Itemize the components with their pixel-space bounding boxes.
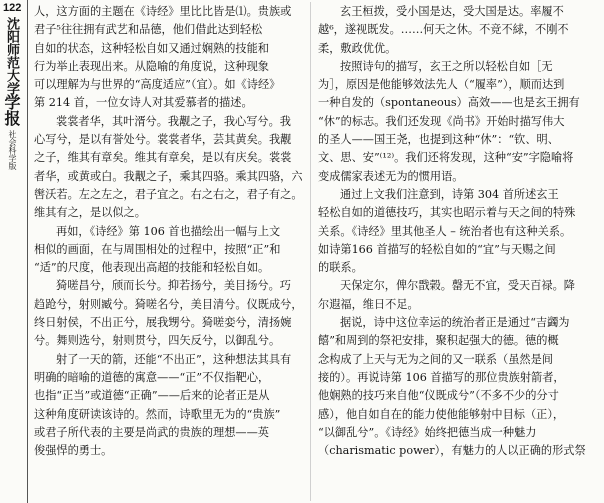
- text-line: “以御乱兮”。《诗经》始终把德当成一种魅力: [318, 425, 537, 439]
- text-line: 通过上文我们注意到，诗第 304 首所述玄王: [340, 187, 559, 201]
- text-line: 这种角度研读该诗的。然而，诗歌里无为的“贵族”: [34, 407, 281, 421]
- journal-edition: 社会科学版: [8, 130, 17, 170]
- text-line: 行为举止表现出来。从隐喻的角度说，这种现象: [34, 59, 269, 73]
- text-line: 辔沃若。左之左之，君子宜之。右之右之，君子有之。: [34, 187, 303, 201]
- text-line: 也指“正当”或道德“正确”——后来的论者正是从: [34, 389, 270, 403]
- journal-word: 学报: [2, 94, 21, 126]
- text-line: 心写兮，是以有誉处兮。裳裳者华，芸其黄矣。我觏: [34, 133, 292, 147]
- text-line: 射了一天的箭，还能“不出正”，这种想法其具有: [56, 352, 292, 366]
- text-line: 趋跄兮，射则臧兮。猗嗟名兮，美目清兮。仪既成兮，: [34, 297, 303, 311]
- text-line: 维其有之，是以似之。: [34, 206, 146, 220]
- text-line: 一种自发的（spontaneous）高效——也是玄王拥有: [318, 96, 580, 110]
- text-line: 如诗第166 首描写的轻松自如的“宜”与天赐之间: [318, 242, 556, 256]
- journal-name: 沈阳师范大学: [4, 17, 19, 95]
- text-line: 据说，诗中这位幸运的统治者正是通过“吉蠲为: [340, 316, 570, 330]
- text-line: 俊强悍的勇士。: [34, 444, 113, 458]
- page-number: 122: [3, 2, 22, 14]
- text-line: 者华，或黄或白。我觏之子，乘其四骆。乘其四骆，六: [34, 169, 303, 183]
- text-line: 裳裳者华，其叶湑兮。我觏之子，我心写兮。我: [56, 114, 291, 128]
- left-text-column: [34, 3, 304, 460]
- text-line: 关系。《诗经》里其他圣人 – 统治者也有这种关系。: [318, 224, 572, 238]
- text-line: 君子⁵往往拥有武艺和品德，他们借此达到轻松: [34, 23, 263, 37]
- text-line: 按照诗句的描写，玄王之所以轻松自如［无: [340, 59, 553, 73]
- text-line: 猗嗟昌兮，颀而长兮。抑若扬兮，美目扬兮。巧: [56, 279, 291, 293]
- text-line: 尔遐福，维日不足。: [318, 297, 419, 311]
- text-line: 人，这方面的主题在《诗经》里比比皆是⑴。贵族或: [34, 5, 292, 18]
- text-line: 饎”和周到的祭祀安排，聚积起强大的德。德的概: [318, 334, 559, 348]
- text-line: 接的）。再说诗第 106 首描写的那位贵族射箭者，: [318, 370, 565, 384]
- text-line: 变成儒家表述无为的惯用语。: [318, 169, 464, 183]
- text-line: 可以理解为与世界的“高度适应”（宜）。如《诗经》: [34, 78, 281, 92]
- text-line: 玄王桓拨，受小国是达，受大国是达。率履不: [340, 5, 564, 18]
- text-line: 兮。舞则选兮，射则贯兮，四矢反兮，以御乱兮。: [34, 334, 281, 348]
- text-line: 之子，维其有章矣。维其有章矣，是以有庆矣。裳裳: [34, 151, 292, 165]
- text-line: 文、思、安”⁽¹²⁾。我们还将发现，这种“安”字隐喻将: [318, 151, 574, 165]
- text-line: 终日射侯，不出正兮，展我甥兮。猗嗟娈兮，清扬婉: [34, 316, 292, 330]
- text-line: 轻松自如的道德技巧，其实也昭示着与天之间的特殊: [318, 206, 576, 220]
- text-line: 第 214 首，一位女诗人对其爱慕者的描述。: [34, 96, 253, 110]
- text-line: 自如的状态，这种轻松自如又通过娴熟的技能和: [34, 41, 269, 55]
- text-line: 柔，敷政优优。: [318, 41, 397, 55]
- text-line: 念构成了上天与无为之间的又一联系（虽然是间: [318, 352, 553, 366]
- text-line: 或君子所代表的主要是尚武的贵族的理想——英: [34, 425, 269, 439]
- text-line: “适”的尺度，他表现出高超的技能和轻松自如。: [34, 261, 270, 275]
- text-line: “休”的标志。我们还发现《尚书》开始时描写伟大: [318, 114, 565, 128]
- text-line: 明确的暗喻的道德的寓意——“正”不仅指靶心，: [34, 370, 270, 384]
- column-divider: [310, 2, 311, 501]
- text-line: （charismatic power），有魅力的人以正确的形式祭: [318, 444, 586, 458]
- text-line: 感），他自如自在的能力使他能够射中目标（正），: [318, 407, 565, 421]
- text-line: 天保定尔，俾尔戬榖。罄无不宜，受天百禄。降: [340, 279, 575, 293]
- text-line: 相似的画面，在与周围相处的过程中，按照“正”和: [34, 242, 281, 256]
- text-line: 越⁶，遂视既发。……何天之休。不竞不絿，不刚不: [318, 23, 569, 37]
- text-line: 他娴熟的技巧来自他“仪既成兮”（不多不少的分寸: [318, 389, 559, 403]
- text-line: 为］，原因是他能够效法先人（“履率”），顺而达到: [318, 78, 565, 92]
- text-line: 的圣人——国王尧，也提到这种“休”：“钦、明、: [318, 133, 559, 147]
- journal-sidebar: [0, 0, 28, 503]
- text-line: 的联系。: [318, 261, 363, 275]
- text-line: 再如，《诗经》第 106 首也描绘出一幅与上文: [56, 224, 281, 238]
- right-text-column: [318, 3, 598, 460]
